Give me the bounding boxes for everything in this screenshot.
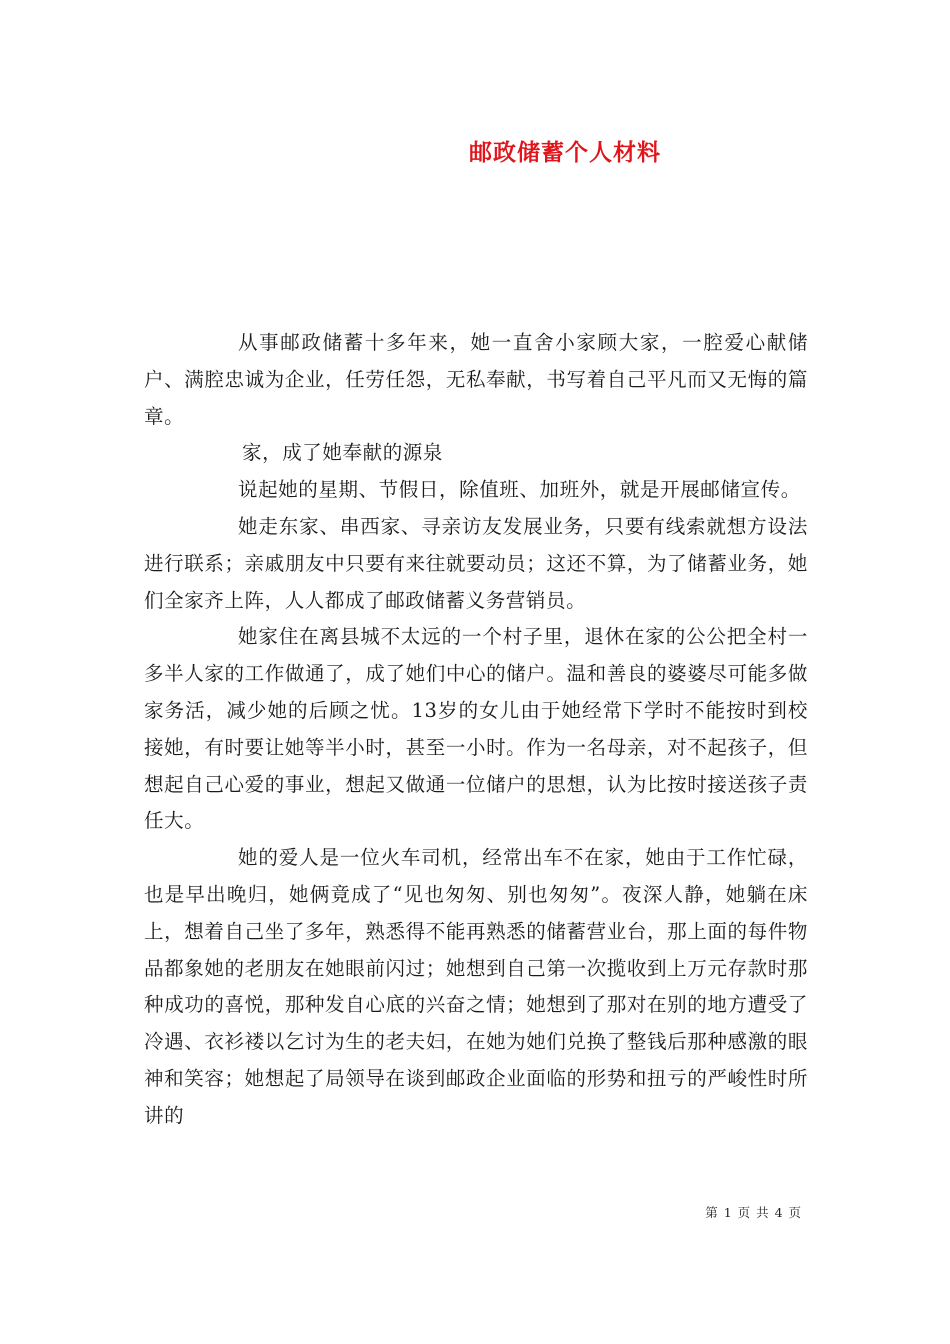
document-body: [144, 325, 808, 1135]
paragraph-husband: 她的爱人是一位火车司机，经常出车不在家，她由于工作忙碌，也是早出晚归，她俩竟成了“见也匆匆、别也匆匆”。夜深人静，她躺在床上，想着自己坐了多年，熟悉得不能再熟悉的储蓄营业台，那上面的每件物品都象她的老朋友在她眼前闪过；她想到自己第一次揽收到上万元存款时那种成功的喜悦，那种发自心底的兴奋之情；她想到了那对在别的地方遭受了冷遇、衣衫褛以乞讨为生的老夫妇，在她为她们兑换了整钱后那种感激的眼神和笑容；她想起了局领导在谈到邮政企业面临的形势和扭亏的严峻性时所讲的: [144, 846, 808, 1127]
document-title: 邮政储蓄个人材料: [469, 139, 661, 166]
paragraph-intro: 从事邮政储蓄十多年来，她一直舍小家顾大家，一腔爱心献储户、满腔忠诚为企业，任劳任怨，无私奉献，书写着自己平凡而又无悔的篇章。: [144, 331, 808, 428]
page-footer: 第 1 页 共 4 页: [705, 1205, 802, 1220]
section-heading: 家，成了她奉献的源泉: [242, 441, 444, 465]
paragraph-family-marketing: 她走东家、串西家、寻亲访友发展业务，只要有线索就想方设法进行联系；亲戚朋友中只要有来往就要动员；这还不算，为了储蓄业务，她们全家齐上阵，人人都成了邮政储蓄义务营销员。: [144, 514, 808, 612]
paragraph-family-support: 她家住在离县城不太远的一个村子里，退休在家的公公把全村一多半人家的工作做通了，成了她们中心的储户。温和善良的婆婆尽可能多做家务活，减少她的后顾之忧。13岁的女儿由于她经常下学时不能按时到校接她，有时要让她等半小时，甚至一小时。作为一名母亲，对不起孩子，但想起自己心爱的事业，想起又做通一位储户的思想，认为比按时接送孩子责任大。: [144, 625, 808, 833]
paragraph-weekends: 说起她的星期、节假日，除值班、加班外，就是开展邮储宣传。: [238, 478, 801, 502]
